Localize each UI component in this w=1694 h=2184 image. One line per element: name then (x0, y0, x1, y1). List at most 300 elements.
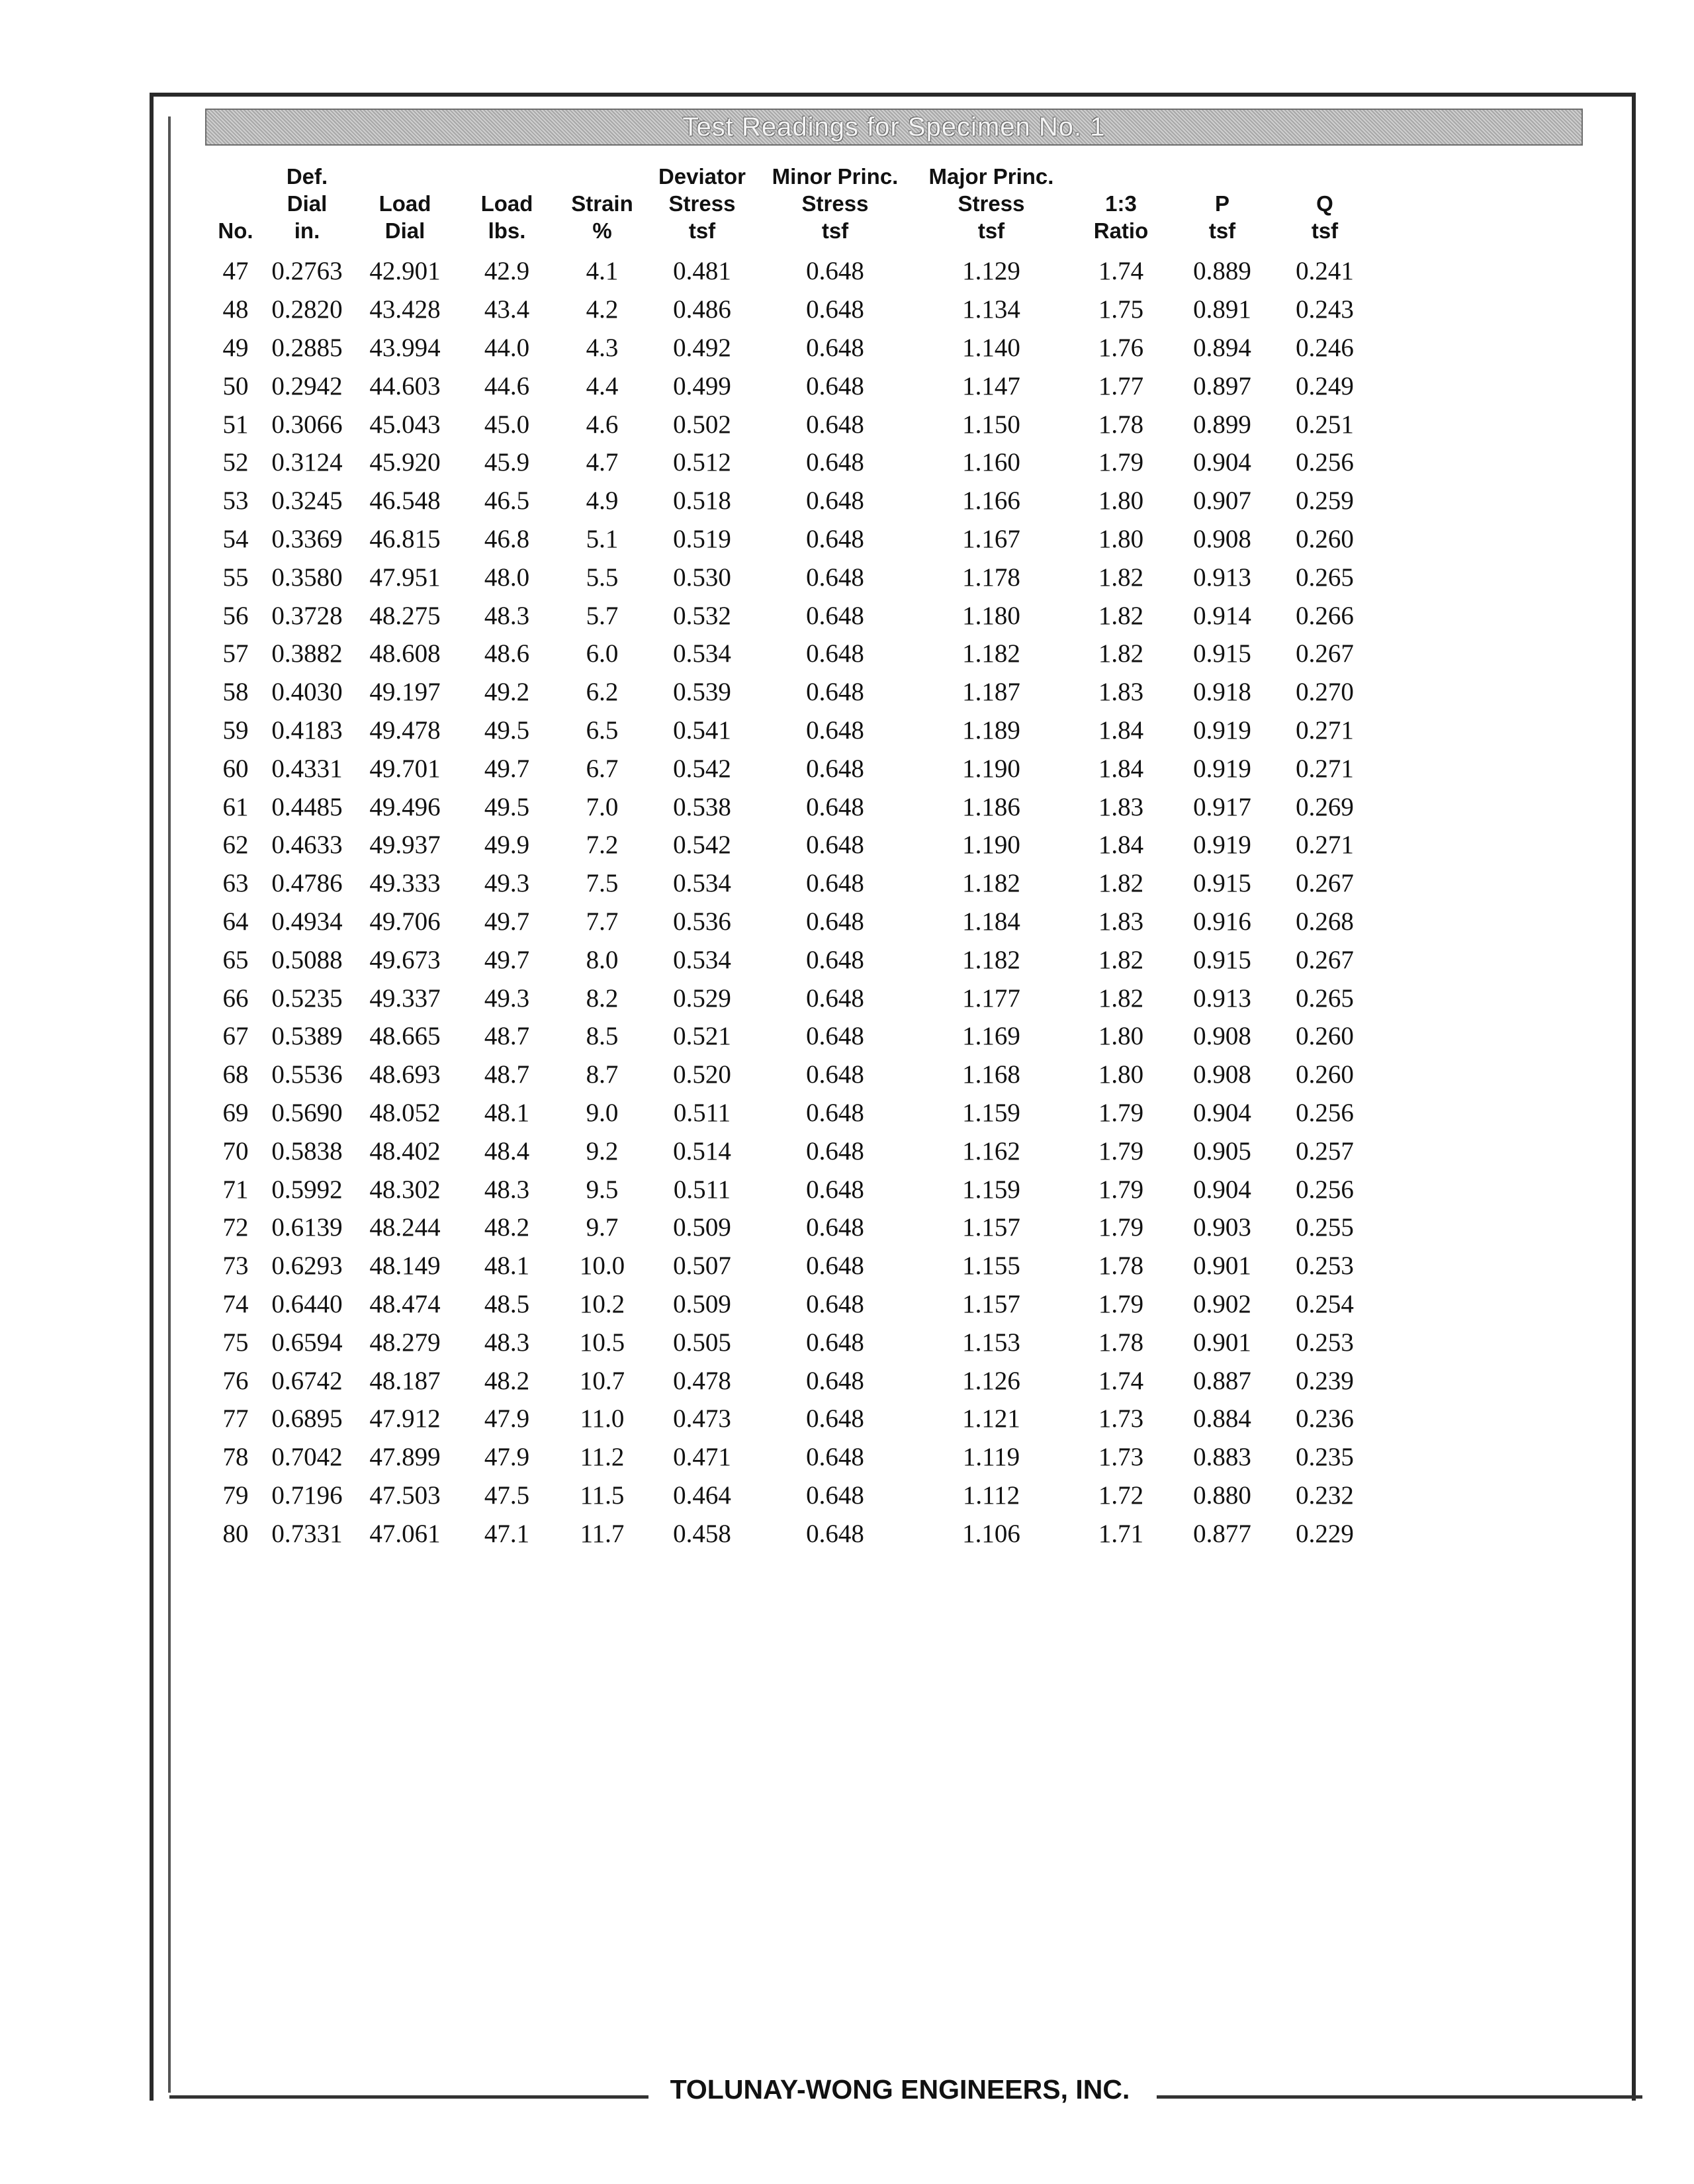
column-header-line: % (592, 218, 612, 243)
table-cell: 0.919 (1193, 831, 1251, 860)
table-cell: 49.5 (484, 715, 530, 745)
table-cell: 6.5 (586, 715, 619, 745)
table-cell: 48.187 (369, 1366, 441, 1395)
table-cell: 0.894 (1193, 333, 1251, 362)
table-cell: 49.197 (369, 678, 441, 707)
table-cell: 1.140 (962, 333, 1020, 362)
table-cell: 0.918 (1193, 678, 1251, 707)
table-cell: 0.473 (673, 1404, 731, 1433)
table-cell: 1.71 (1098, 1519, 1144, 1548)
table-cell: 1.83 (1098, 678, 1144, 707)
table-cell: 1.180 (962, 601, 1020, 630)
table-cell: 80 (222, 1519, 249, 1548)
table-cell: 0.502 (673, 410, 731, 439)
table-cell: 1.82 (1098, 945, 1144, 974)
table-cell: 1.159 (962, 1175, 1020, 1204)
footer-rule-right (1157, 2095, 1642, 2099)
table-cell: 8.0 (586, 945, 619, 974)
table-cell: 63 (222, 869, 249, 898)
table-cell: 0.256 (1296, 1175, 1354, 1204)
table-row (210, 596, 1378, 635)
table-cell: 1.178 (962, 563, 1020, 592)
table-cell: 0.471 (673, 1443, 731, 1472)
table-row (210, 329, 1378, 367)
table-cell: 8.2 (586, 983, 619, 1013)
table-cell: 67 (222, 1022, 249, 1051)
column-header-line: lbs. (488, 218, 526, 243)
table-cell: 0.4030 (271, 678, 343, 707)
table-row (210, 673, 1378, 711)
table-cell: 0.538 (673, 792, 731, 821)
table-cell: 0.648 (806, 333, 864, 362)
table-cell: 48.302 (369, 1175, 441, 1204)
table-cell: 0.519 (673, 524, 731, 553)
column-header (647, 163, 757, 252)
table-cell: 0.648 (806, 563, 864, 592)
table-row (210, 1017, 1378, 1056)
title-bar (205, 109, 1583, 146)
table-row (210, 1132, 1378, 1170)
table-cell: 45.043 (369, 410, 441, 439)
table-cell: 1.169 (962, 1022, 1020, 1051)
table-row (210, 788, 1378, 826)
table-cell: 0.269 (1296, 792, 1354, 821)
table-cell: 0.499 (673, 371, 731, 400)
table-cell: 1.75 (1098, 295, 1144, 324)
table-cell: 49.2 (484, 678, 530, 707)
table-cell: 0.268 (1296, 907, 1354, 936)
table-cell: 47.951 (369, 563, 441, 592)
table-cell: 0.464 (673, 1480, 731, 1510)
table-cell: 47.912 (369, 1404, 441, 1433)
table-cell: 79 (222, 1480, 249, 1510)
table-cell: 49.706 (369, 907, 441, 936)
table-cell: 0.917 (1193, 792, 1251, 821)
table-cell: 0.648 (806, 1480, 864, 1510)
table-cell: 1.82 (1098, 563, 1144, 592)
table-cell: 1.78 (1098, 1251, 1144, 1281)
table-cell: 0.5992 (271, 1175, 343, 1204)
table-cell: 49.5 (484, 792, 530, 821)
table-cell: 1.79 (1098, 1098, 1144, 1127)
table-cell: 0.648 (806, 410, 864, 439)
footer-rule-left (169, 2095, 648, 2099)
table-cell: 0.542 (673, 754, 731, 783)
table-cell: 48.149 (369, 1251, 441, 1281)
table-cell: 1.190 (962, 754, 1020, 783)
table-cell: 6.7 (586, 754, 619, 783)
table-cell: 54 (222, 524, 249, 553)
table-cell: 47.061 (369, 1519, 441, 1548)
table-cell: 47.5 (484, 1480, 530, 1510)
table-cell: 60 (222, 754, 249, 783)
table-cell: 0.4633 (271, 831, 343, 860)
table-cell: 1.79 (1098, 448, 1144, 477)
table-cell: 4.4 (586, 371, 619, 400)
table-cell: 48.052 (369, 1098, 441, 1127)
table-cell: 0.915 (1193, 945, 1251, 974)
table-cell: 76 (222, 1366, 249, 1395)
table-cell: 1.82 (1098, 869, 1144, 898)
table-cell: 9.2 (586, 1136, 619, 1165)
column-header (1272, 163, 1378, 252)
table-cell: 64 (222, 907, 249, 936)
table-cell: 48.1 (484, 1098, 530, 1127)
table-cell: 0.265 (1296, 983, 1354, 1013)
table-cell: 9.5 (586, 1175, 619, 1204)
column-header-line: No. (218, 218, 253, 243)
table-cell: 7.5 (586, 869, 619, 898)
table-cell: 0.648 (806, 295, 864, 324)
column-header-line: Minor Princ. (772, 164, 899, 189)
table-cell: 0.648 (806, 715, 864, 745)
table-cell: 0.458 (673, 1519, 731, 1548)
table-cell: 10.5 (579, 1328, 625, 1357)
table-cell: 7.0 (586, 792, 619, 821)
table-cell: 48.244 (369, 1213, 441, 1242)
table-cell: 0.901 (1193, 1328, 1251, 1357)
table-cell: 1.72 (1098, 1480, 1144, 1510)
column-header-line: in. (294, 218, 320, 243)
column-header-line: Major Princ. (928, 164, 1054, 189)
table-cell: 5.1 (586, 524, 619, 553)
table-cell: 0.648 (806, 1098, 864, 1127)
table-cell: 5.7 (586, 601, 619, 630)
table-cell: 0.243 (1296, 295, 1354, 324)
table-cell: 0.536 (673, 907, 731, 936)
table-cell: 0.648 (806, 601, 864, 630)
table-cell: 0.913 (1193, 563, 1251, 592)
table-cell: 0.5838 (271, 1136, 343, 1165)
table-cell: 65 (222, 945, 249, 974)
table-cell: 0.3369 (271, 524, 343, 553)
table-cell: 0.232 (1296, 1480, 1354, 1510)
table-cell: 42.9 (484, 257, 530, 286)
table-cell: 48.402 (369, 1136, 441, 1165)
table-cell: 1.83 (1098, 792, 1144, 821)
table-cell: 48.693 (369, 1060, 441, 1089)
table-cell: 0.648 (806, 1175, 864, 1204)
table-cell: 1.182 (962, 869, 1020, 898)
table-cell: 0.907 (1193, 486, 1251, 516)
table-cell: 11.0 (580, 1404, 625, 1433)
table-cell: 0.236 (1296, 1404, 1354, 1433)
table-cell: 0.253 (1296, 1328, 1354, 1357)
table-row (210, 1170, 1378, 1208)
table-cell: 0.241 (1296, 257, 1354, 286)
table-cell: 0.648 (806, 792, 864, 821)
table-cell: 0.530 (673, 563, 731, 592)
table-cell: 1.177 (962, 983, 1020, 1013)
table-cell: 11.5 (580, 1480, 625, 1510)
table-cell: 48.5 (484, 1289, 530, 1318)
table-cell: 4.2 (586, 295, 619, 324)
table-cell: 1.73 (1098, 1443, 1144, 1472)
table-cell: 0.271 (1296, 715, 1354, 745)
table-cell: 0.256 (1296, 448, 1354, 477)
table-cell: 0.6293 (271, 1251, 343, 1281)
table-cell: 0.648 (806, 754, 864, 783)
table-cell: 61 (222, 792, 249, 821)
table-cell: 47.899 (369, 1443, 441, 1472)
page-title: Test Readings for Specimen No. 1 (682, 112, 1106, 142)
table-cell: 0.511 (673, 1098, 731, 1127)
table-cell: 0.6742 (271, 1366, 343, 1395)
table-cell: 46.548 (369, 486, 441, 516)
table-cell: 0.534 (673, 945, 731, 974)
table-cell: 66 (222, 983, 249, 1013)
column-header-line: tsf (1311, 218, 1339, 243)
table-cell: 1.112 (962, 1480, 1020, 1510)
table-cell: 1.119 (962, 1443, 1020, 1472)
table-cell: 0.648 (806, 448, 864, 477)
table-cell: 75 (222, 1328, 249, 1357)
table-cell: 1.106 (962, 1519, 1020, 1548)
table-cell: 0.4934 (271, 907, 343, 936)
table-cell: 10.2 (579, 1289, 625, 1318)
table-row (210, 979, 1378, 1017)
table-cell: 56 (222, 601, 249, 630)
table-cell: 0.6139 (271, 1213, 343, 1242)
table-cell: 0.4331 (271, 754, 343, 783)
table-cell: 0.3245 (271, 486, 343, 516)
table-cell: 47.9 (484, 1443, 530, 1472)
table-cell: 0.3580 (271, 563, 343, 592)
table-cell: 0.6440 (271, 1289, 343, 1318)
table-cell: 46.815 (369, 524, 441, 553)
table-cell: 43.4 (484, 295, 530, 324)
table-cell: 1.189 (962, 715, 1020, 745)
table-cell: 0.648 (806, 678, 864, 707)
table-cell: 0.648 (806, 1366, 864, 1395)
table-cell: 48.4 (484, 1136, 530, 1165)
table-cell: 48.474 (369, 1289, 441, 1318)
table-cell: 0.259 (1296, 486, 1354, 516)
table-cell: 0.492 (673, 333, 731, 362)
table-cell: 49.7 (484, 754, 530, 783)
column-header-line: Stress (958, 191, 1025, 216)
table-cell: 0.915 (1193, 639, 1251, 668)
column-header-line: Dial (384, 218, 425, 243)
table-cell: 0.889 (1193, 257, 1251, 286)
table-cell: 0.255 (1296, 1213, 1354, 1242)
table-cell: 0.3882 (271, 639, 343, 668)
table-cell: 1.167 (962, 524, 1020, 553)
table-cell: 0.648 (806, 983, 864, 1013)
table-cell: 0.648 (806, 907, 864, 936)
table-row (210, 1323, 1378, 1361)
table-cell: 1.79 (1098, 1289, 1144, 1318)
table-cell: 49.333 (369, 869, 441, 898)
table-cell: 0.5235 (271, 983, 343, 1013)
table-cell: 49.478 (369, 715, 441, 745)
table-cell: 48 (222, 295, 249, 324)
table-row (210, 1094, 1378, 1132)
table-cell: 1.159 (962, 1098, 1020, 1127)
table-cell: 0.4485 (271, 792, 343, 821)
table-cell: 0.648 (806, 524, 864, 553)
table-cell: 0.542 (673, 831, 731, 860)
column-header (1069, 163, 1173, 252)
table-cell: 1.190 (962, 831, 1020, 860)
table-cell: 0.648 (806, 1136, 864, 1165)
table-cell: 0.265 (1296, 563, 1354, 592)
table-header-row (210, 163, 1378, 252)
table-cell: 70 (222, 1136, 249, 1165)
column-header-line: tsf (688, 218, 716, 243)
table-cell: 0.3728 (271, 601, 343, 630)
table-cell: 1.187 (962, 678, 1020, 707)
table-cell: 10.7 (579, 1366, 625, 1395)
table-cell: 1.74 (1098, 257, 1144, 286)
table-cell: 1.73 (1098, 1404, 1144, 1433)
table-cell: 0.271 (1296, 754, 1354, 783)
table-cell: 1.79 (1098, 1213, 1144, 1242)
table-cell: 0.239 (1296, 1366, 1354, 1395)
column-header-line: tsf (1208, 218, 1236, 243)
table-cell: 1.84 (1098, 715, 1144, 745)
table-cell: 4.7 (586, 448, 619, 477)
table-cell: 0.903 (1193, 1213, 1251, 1242)
table-cell: 0.2820 (271, 295, 343, 324)
table-cell: 0.486 (673, 295, 731, 324)
table-cell: 0.648 (806, 371, 864, 400)
table-cell: 1.150 (962, 410, 1020, 439)
table-cell: 0.905 (1193, 1136, 1251, 1165)
table-cell: 71 (222, 1175, 249, 1204)
table-cell: 0.5389 (271, 1022, 343, 1051)
table-cell: 0.507 (673, 1251, 731, 1281)
table-cell: 1.182 (962, 945, 1020, 974)
column-header-line: Def. (286, 164, 328, 189)
table-cell: 0.253 (1296, 1251, 1354, 1281)
table-cell: 1.155 (962, 1251, 1020, 1281)
table-cell: 0.648 (806, 1251, 864, 1281)
table-cell: 74 (222, 1289, 249, 1318)
table-cell: 48.7 (484, 1022, 530, 1051)
table-cell: 59 (222, 715, 249, 745)
table-cell: 0.509 (673, 1289, 731, 1318)
table-cell: 55 (222, 563, 249, 592)
column-header-line: Stress (801, 191, 869, 216)
table-cell: 0.481 (673, 257, 731, 286)
table-row (210, 864, 1378, 903)
table-row (210, 940, 1378, 979)
table-cell: 0.7331 (271, 1519, 343, 1548)
table-cell: 48.279 (369, 1328, 441, 1357)
table-cell: 0.648 (806, 1213, 864, 1242)
table-cell: 0.235 (1296, 1443, 1354, 1472)
table-row (210, 1438, 1378, 1477)
table-cell: 0.648 (806, 1060, 864, 1089)
table-cell: 1.79 (1098, 1175, 1144, 1204)
table-cell: 1.168 (962, 1060, 1020, 1089)
column-header (353, 163, 457, 252)
table-row (210, 826, 1378, 864)
table-row (210, 1285, 1378, 1324)
table-row (210, 291, 1378, 329)
table-cell: 0.648 (806, 869, 864, 898)
table-cell: 7.7 (586, 907, 619, 936)
table-cell: 1.79 (1098, 1136, 1144, 1165)
table-row (210, 1361, 1378, 1400)
table-cell: 0.883 (1193, 1443, 1251, 1472)
table-cell: 48.665 (369, 1022, 441, 1051)
table-cell: 0.7042 (271, 1443, 343, 1472)
table-cell: 47.9 (484, 1404, 530, 1433)
table-cell: 1.82 (1098, 983, 1144, 1013)
table-cell: 50 (222, 371, 249, 400)
table-row (210, 1514, 1378, 1553)
table-cell: 62 (222, 831, 249, 860)
table-cell: 49.937 (369, 831, 441, 860)
table-cell: 48.3 (484, 1175, 530, 1204)
table-cell: 4.3 (586, 333, 619, 362)
table-row (210, 1247, 1378, 1285)
table-cell: 49.3 (484, 983, 530, 1013)
table-cell: 49.337 (369, 983, 441, 1013)
table-cell: 46.5 (484, 486, 530, 516)
table-cell: 51 (222, 410, 249, 439)
table-cell: 1.162 (962, 1136, 1020, 1165)
table-cell: 0.520 (673, 1060, 731, 1089)
table-cell: 47.1 (484, 1519, 530, 1548)
table-row (210, 903, 1378, 941)
table-cell: 1.77 (1098, 371, 1144, 400)
table-cell: 43.994 (369, 333, 441, 362)
table-cell: 45.920 (369, 448, 441, 477)
table-cell: 1.84 (1098, 754, 1144, 783)
table-cell: 58 (222, 678, 249, 707)
table-cell: 52 (222, 448, 249, 477)
table-cell: 48.6 (484, 639, 530, 668)
table-cell: 0.509 (673, 1213, 731, 1242)
column-header-line: Q (1316, 191, 1333, 216)
table-cell: 1.153 (962, 1328, 1020, 1357)
table-cell: 0.229 (1296, 1519, 1354, 1548)
table-cell: 0.521 (673, 1022, 731, 1051)
table-cell: 1.186 (962, 792, 1020, 821)
table-cell: 0.902 (1193, 1289, 1251, 1318)
table-cell: 0.648 (806, 1519, 864, 1548)
table-cell: 0.478 (673, 1366, 731, 1395)
table-cell: 48.3 (484, 601, 530, 630)
table-cell: 0.257 (1296, 1136, 1354, 1165)
table-cell: 0.897 (1193, 371, 1251, 400)
table-cell: 0.5088 (271, 945, 343, 974)
table-cell: 48.275 (369, 601, 441, 630)
table-cell: 0.2763 (271, 257, 343, 286)
table-cell: 0.877 (1193, 1519, 1251, 1548)
table-cell: 1.184 (962, 907, 1020, 936)
table-cell: 0.913 (1193, 983, 1251, 1013)
table-cell: 1.126 (962, 1366, 1020, 1395)
table-row (210, 1400, 1378, 1438)
table-cell: 48.1 (484, 1251, 530, 1281)
table-cell: 0.904 (1193, 448, 1251, 477)
column-header-line: Strain (571, 191, 633, 216)
table-cell: 48.0 (484, 563, 530, 592)
table-cell: 48.3 (484, 1328, 530, 1357)
table-cell: 0.505 (673, 1328, 731, 1357)
table-cell: 57 (222, 639, 249, 668)
table-cell: 46.8 (484, 524, 530, 553)
table-cell: 0.529 (673, 983, 731, 1013)
table-cell: 49.701 (369, 754, 441, 783)
table-body (210, 252, 1378, 1553)
column-header (210, 163, 261, 252)
table-cell: 44.603 (369, 371, 441, 400)
